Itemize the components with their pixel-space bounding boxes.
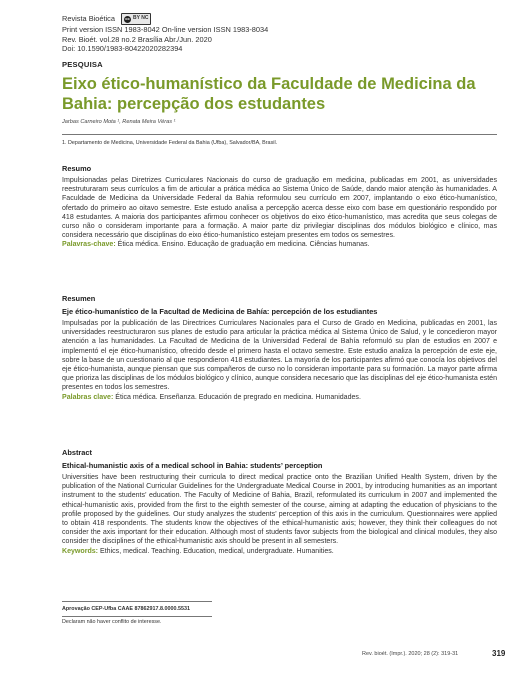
abstract-heading: Abstract [62,448,92,457]
abstract-keywords: Ethics, medical. Teaching. Education, medical, undergraduate. Humanities. [100,547,334,555]
cc-icon: cc [125,16,130,22]
abstract-subtitle: Ethical-humanistic axis of a medical school in Bahia: students’ perception [62,461,323,470]
journal-name: Revista Bioética [62,14,115,24]
affiliation-divider [62,134,497,135]
footnote-divider-2 [62,616,212,617]
authors: Jarbas Carneiro Mota ¹, Renata Meira Véras ¹ [62,119,176,125]
resumen-section [62,319,497,402]
resumo-heading: Resumo [62,164,92,173]
resumo-keywords: Ética médica. Ensino. Educação de graduação em medicina. Ciências humanas. [117,241,370,249]
license-badge-label: BY NC [133,15,149,22]
resumen-subtitle: Eje ético-humanístico de la Facultad de Medicina de Bahía: percepción de los estudiantes [62,307,378,316]
resumo-section [62,176,497,250]
creative-commons-badge[interactable] [121,13,151,25]
footnote-divider [62,601,212,602]
abstract-body: Universities have been restructuring their curricula to direct medical practice onto the Brazilian Unified Health System, driven by the publication of the National Curricular Guidelines for the Undergraduate Medical Course in 2001, by introducing humanities as an important instrument to the students’ education. The Faculty of Medicine of Bahia, Brazil, reformulated its curriculum in 2007 and implemented the ethical-humanistic axis, provided from the first to the eighth semester of the course, aiming at adapting the education of physicians to the profile proposed by the guidelines. Our study analyzes the students’ perception of this axis in the curriculum. Questionnaires were applied to obtain 418 respondents. The students know the objectives of the ethical-humanistic axis; however, they think their colleagues do not consider the axis important for their education. Although most of students favor subjects from the biological and clinical modules, they also consider the disciplines of the ethical-humanistic axis should be present in all semesters. [62,474,497,546]
page-number: 319 [492,649,506,658]
affiliation: 1. Departamento de Medicina, Universidade Federal da Bahia (Ufba), Salvador/BA, Brasil. [62,140,278,146]
resumo-body: Impulsionadas pelas Diretrizes Curriculares Nacionais do curso de graduação em medicina, publicadas em 2001, as universidades reestruturaram seus currículos a fim de articular a prática médica ao Sistema Único de Saúde, dando maior atenção às humanidades. A Faculdade de Medicina da Universidade Federal da Bahia reformulou seu currículo em 2007, implantando o eixo ético-humanístico, ofertado do primeiro ao oitavo semestre. Este estudo analisa a percepção acerca desse eixo com base em questionário respondido por 418 estudantes. A maioria dos participantes afirmou conhecer os objetivos do eixo ético-humanístico, mas acredita que seus colegas de curso não o consideram importante para a formação. A maior parte diz privilegiar disciplinas dos módulos biológico e clínico, mas considera necessário que disciplinas do eixo ético-humanístico estejam presentes em todos os semestres. [62,177,497,240]
resumo-keywords-label: Palavras-chave: [62,241,116,249]
journal-header [62,13,268,54]
resumen-heading: Resumen [62,294,96,303]
conflict-statement: Declaram não haver conflito de interesse. [62,619,162,625]
ethics-approval: Aprovação CEP-Ufba CAAE 87862917.8.0000.5531 [62,606,190,612]
resumen-keywords: Ética médica. Enseñanza. Educación de pregrado en medicina. Humanidades. [115,393,361,401]
doi-line[interactable]: Doi: 10.1590/1983-80422020282394 [62,44,183,54]
abstract-section [62,473,497,556]
footer-reference: Rev. bioét. (Impr.). 2020; 28 (2): 319-31 [362,651,459,657]
article-title: Eixo ético-humanístico da Faculdade de Medicina da Bahia: percepção dos estudantes [62,75,476,113]
section-tag: PESQUISA [62,60,103,69]
abstract-keywords-label: Keywords: [62,547,99,555]
resumen-body: Impulsadas por la publicación de las Directrices Curriculares Nacionales para el Curso de Grado en Medicina, publicadas en 2001, las universidades reestructuraron sus planes de estudio para articular la práctica médica al Sistema Único de Salud, y le concedieron mayor atención a las humanidades. La Facultad de Medicina de la Universidad Federal de Bahía reformuló su plan de estudios en 2007 e implementó el eje ético-humanístico, ofrecido desde el primero hasta el octavo semestre. Este estudio analiza la percepción de este eje, sobre la base de un cuestionario al que respondieron 418 estudiantes. La mayoría de los participantes afirmó que conocía los objetivos del eje ético-humanista, aunque piensan que sus compañeros de curso no lo consideran importante para su formación. La mayor parte afirma que prioriza las disciplinas de los módulos biológico y clínico, aunque considera necesario que las disciplinas del eje ético-humanista estén presentes en todos los semestres. [62,320,497,392]
issn-line: Print version ISSN 1983-8042 On-line version ISSN 1983-8034 [62,25,269,34]
resumen-keywords-label: Palabras clave: [62,393,114,401]
volume-line: Rev. Bioét. vol.28 no.2 Brasília Abr./Jun. 2020 [62,34,212,44]
